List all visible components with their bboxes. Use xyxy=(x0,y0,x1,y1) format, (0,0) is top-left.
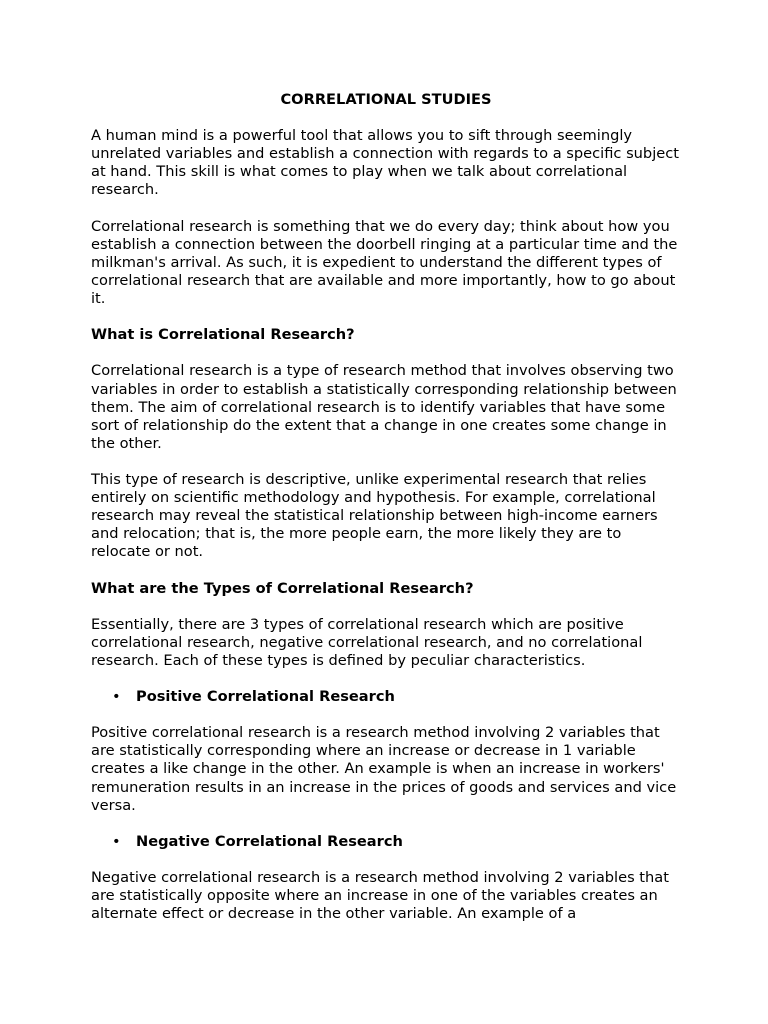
negative-paragraph: Negative correlational research is a research method involving 2 variables that are statistically opposite where an increase in one of the variables creates an alternate effect or decrease in the other variable. An example of a xyxy=(91,869,669,923)
bullet-heading-positive-label: Positive Correlational Research xyxy=(136,688,395,706)
bullet-heading-negative-label: Negative Correlational Research xyxy=(136,832,403,850)
section-heading-what: What is Correlational Research? xyxy=(91,326,355,344)
intro-paragraph-1: A human mind is a powerful tool that allows you to sift through seemingly unrelated variables and establish a connection with regards to a specific subject at hand. This skill is what comes to play when we talk about correlational research. xyxy=(91,127,679,199)
page-title: CORRELATIONAL STUDIES xyxy=(280,91,492,108)
what-paragraph-1: Correlational research is a type of research method that involves observing two variables in order to establish a statistically corresponding relationship between them. The aim of correlational research is to identify variables that have some sort of relationship do the extent that a change in one creates some change in the other. xyxy=(91,362,677,452)
what-paragraph-2: This type of research is descriptive, unlike experimental research that relies entirely on scientific methodology and hypothesis. For example, correlational research may reveal the statistical relationship between high-income earners and relocation; that is, the more people earn, the more likely they are to relocate or not. xyxy=(91,470,658,561)
bullet-point: • xyxy=(112,832,121,850)
types-paragraph: Essentially, there are 3 types of correlational research which are positive correlational research, negative correlational research, and no correlational research. Each of these types is defined by peculiar characteristics. xyxy=(91,615,643,669)
section-heading-types: What are the Types of Correlational Research? xyxy=(91,579,474,597)
document-body xyxy=(91,91,681,941)
intro-paragraph-2: Correlational research is something that we do every day; think about how you establish a connection between the doorbell ringing at a particular time and the milkman's arrival. As such, it is expedient to understand the different types of correlational research that are available and more importantly, how to go about it. xyxy=(91,217,678,308)
positive-paragraph: Positive correlational research is a research method involving 2 variables that are statistically corresponding where an increase or decrease in 1 variable creates a like change in the other. An example is when an increase in workers' remuneration results in an increase in the prices of goods and services and vice versa. xyxy=(91,724,677,814)
bullet-point: • xyxy=(112,688,121,706)
bullet-heading-negative xyxy=(91,833,681,851)
bullet-heading-positive xyxy=(91,688,681,706)
